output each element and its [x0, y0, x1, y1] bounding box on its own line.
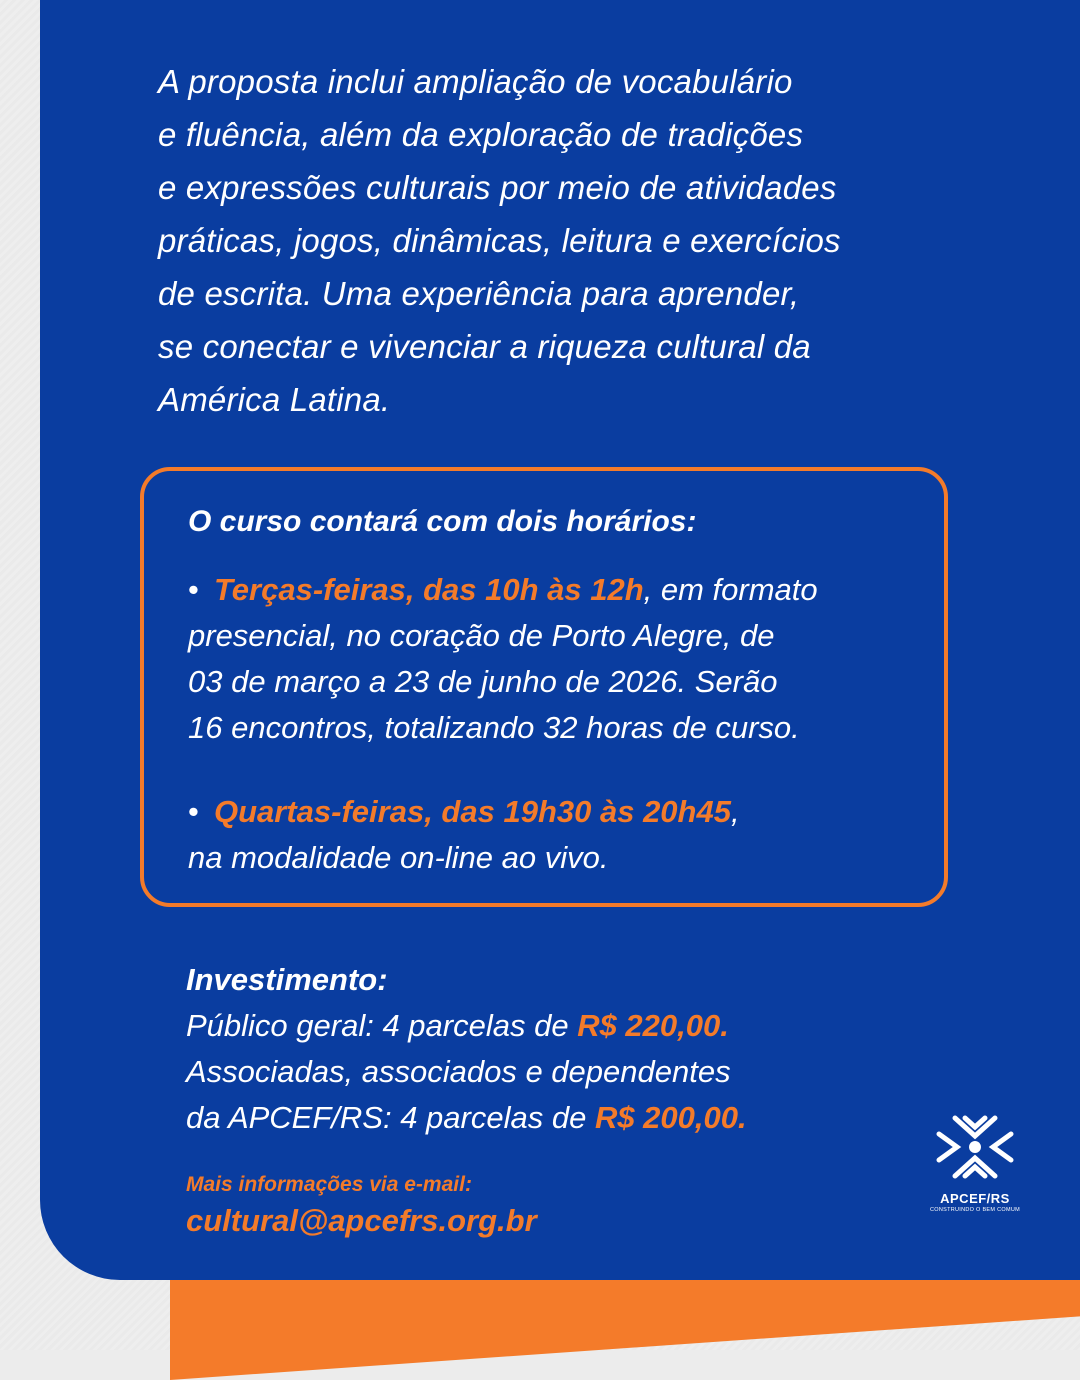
investment-members [186, 1095, 906, 1141]
intro-line: e expressões culturais por meio de atividades [158, 169, 837, 206]
bullet: • [188, 794, 199, 829]
tuesday-line1-rest: , em formato [643, 572, 818, 607]
general-price: R$ 220,00. [577, 1008, 729, 1043]
investment-general [186, 1003, 906, 1049]
logo-name: APCEF/RS [940, 1191, 1010, 1206]
apcef-logo [920, 1112, 1030, 1213]
contact-label: Mais informações via e-mail: [186, 1173, 472, 1196]
wednesday-line1-rest: , [730, 794, 740, 829]
intro-line: A proposta inclui ampliação de vocabulário [158, 63, 793, 100]
investment-members-line: Associadas, associados e dependentes [186, 1054, 731, 1089]
logo-tagline: CONSTRUINDO O BEM COMUM [929, 1207, 1020, 1213]
schedule-item-tuesday [188, 567, 928, 751]
tuesday-highlight: Terças-feiras, das 10h às 12h [214, 572, 644, 607]
intro-paragraph [158, 55, 958, 426]
schedule-box [140, 467, 948, 907]
wednesday-highlight: Quartas-feiras, das 19h30 às 20h45 [214, 794, 731, 829]
wednesday-line: na modalidade on-line ao vivo. [188, 840, 609, 875]
members-price: R$ 200,00. [594, 1100, 747, 1135]
schedule-title: O curso contará com dois horários: [188, 505, 697, 538]
intro-line: América Latina. [158, 381, 391, 418]
tuesday-line: presencial, no coração de Porto Alegre, de [188, 618, 775, 653]
apcef-logo-icon [935, 1112, 1015, 1182]
tuesday-line: 03 de março a 23 de junho de 2026. Serão [188, 664, 778, 699]
contact-email-link[interactable]: cultural@apcefrs.org.br [186, 1203, 537, 1238]
investment-section [186, 957, 906, 1141]
members-price-label: da APCEF/RS: 4 parcelas de [186, 1100, 595, 1135]
intro-line: de escrita. Uma experiência para aprender, [158, 275, 800, 312]
tuesday-line: 16 encontros, totalizando 32 horas de curso. [188, 710, 800, 745]
investment-title: Investimento: [186, 962, 388, 997]
general-price-label: Público geral: 4 parcelas de [186, 1008, 578, 1043]
schedule-item-wednesday [188, 789, 928, 881]
intro-line: e fluência, além da exploração de tradições [158, 116, 804, 153]
bullet: • [188, 572, 199, 607]
intro-line: práticas, jogos, dinâmicas, leitura e exercícios [158, 222, 841, 259]
intro-line: se conectar e vivenciar a riqueza cultural da [158, 328, 811, 365]
